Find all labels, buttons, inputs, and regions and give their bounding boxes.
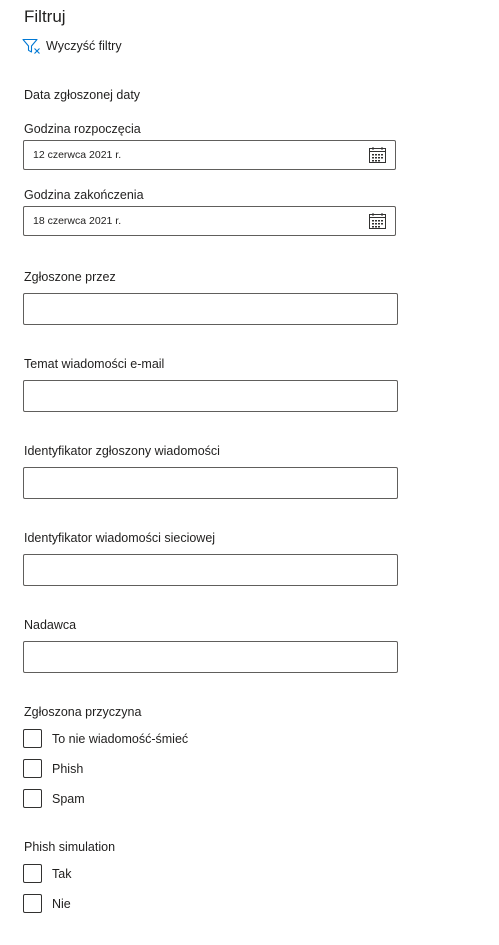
checkbox-label: Nie xyxy=(52,896,71,911)
phish-simulation-option-no[interactable] xyxy=(23,894,71,913)
start-date-picker[interactable] xyxy=(23,140,396,170)
phish-simulation-heading: Phish simulation xyxy=(24,840,116,854)
calendar-icon[interactable] xyxy=(369,213,386,229)
checkbox-label: To nie wiadomość-śmieć xyxy=(52,731,189,746)
reported-by-input[interactable] xyxy=(23,293,398,325)
email-subject-label: Temat wiadomości e-mail xyxy=(24,357,165,371)
clear-filters-label: Wyczyść filtry xyxy=(46,39,122,53)
reported-message-id-input[interactable] xyxy=(23,467,398,499)
checkbox-label: Spam xyxy=(52,791,85,806)
reported-reason-heading: Zgłoszona przyczyna xyxy=(24,705,142,719)
date-section-heading: Data zgłoszonej daty xyxy=(24,88,141,102)
network-message-id-label: Identyfikator wiadomości sieciowej xyxy=(24,531,216,545)
checkbox[interactable] xyxy=(23,759,42,778)
sender-label: Nadawca xyxy=(24,618,77,632)
checkbox-label: Phish xyxy=(52,761,84,776)
clear-filters-button[interactable] xyxy=(22,38,122,54)
reason-option-not-junk[interactable] xyxy=(23,729,188,748)
end-time-label: Godzina zakończenia xyxy=(24,188,144,202)
clear-filter-icon xyxy=(22,38,41,54)
panel-title: Filtruj xyxy=(24,7,66,26)
end-date-picker[interactable] xyxy=(23,206,396,236)
checkbox-label: Tak xyxy=(52,866,72,881)
reported-message-id-label: Identyfikator zgłoszony wiadomości xyxy=(24,444,220,458)
network-message-id-input[interactable] xyxy=(23,554,398,586)
start-time-label: Godzina rozpoczęcia xyxy=(24,122,141,136)
checkbox[interactable] xyxy=(23,894,42,913)
reason-option-phish[interactable] xyxy=(23,759,83,778)
checkbox[interactable] xyxy=(23,729,42,748)
phish-simulation-option-yes[interactable] xyxy=(23,864,71,883)
start-date-value: 12 czerwca 2021 r. xyxy=(33,149,122,161)
sender-input[interactable] xyxy=(23,641,398,673)
checkbox[interactable] xyxy=(23,789,42,808)
checkbox[interactable] xyxy=(23,864,42,883)
reason-option-spam[interactable] xyxy=(23,789,85,808)
reported-by-label: Zgłoszone przez xyxy=(24,270,116,284)
end-date-value: 18 czerwca 2021 r. xyxy=(33,215,122,227)
calendar-icon[interactable] xyxy=(369,147,386,163)
email-subject-input[interactable] xyxy=(23,380,398,412)
